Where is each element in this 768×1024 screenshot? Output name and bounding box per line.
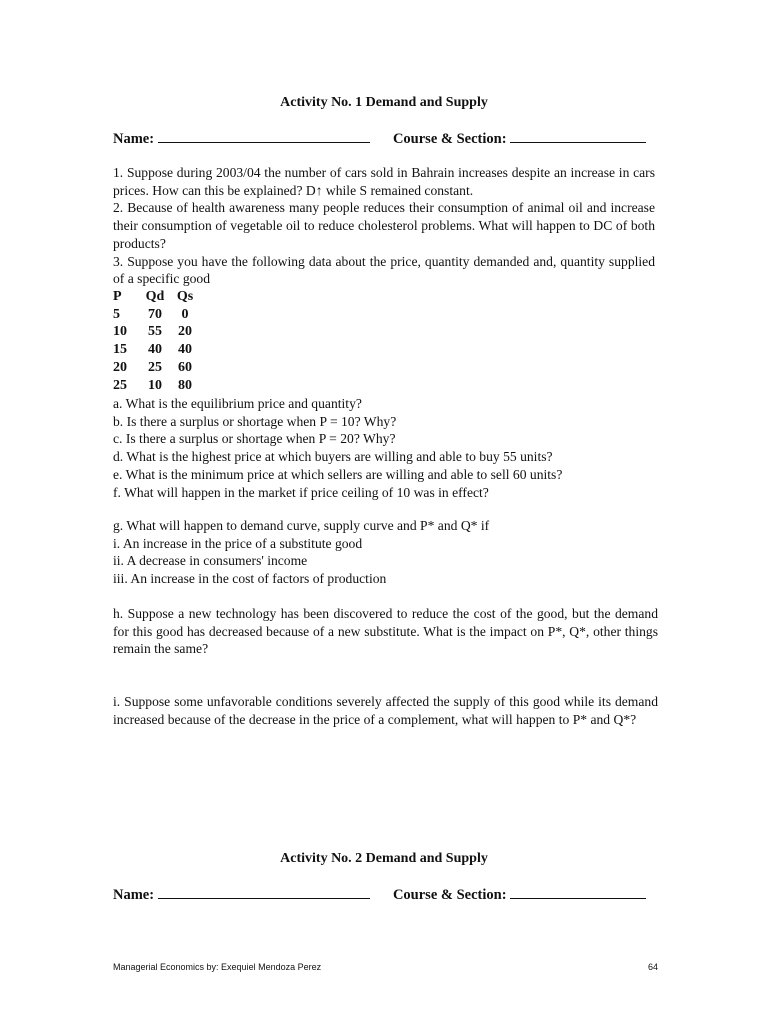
- table-cell: 70: [148, 306, 162, 322]
- activity-1-name-line: [113, 130, 646, 148]
- name-blank: [158, 886, 370, 899]
- table-cell: 10: [113, 324, 127, 340]
- question-e: e. What is the minimum price at which sellers are willing and able to sell 60 units?: [113, 466, 563, 482]
- sub-question-i: [113, 693, 658, 728]
- sub-questions-a-f: [113, 395, 658, 501]
- question-g-i: i. An increase in the price of a substitute good: [113, 535, 363, 551]
- activity-1-title: Activity No. 1 Demand and Supply: [280, 95, 488, 110]
- table-row: [113, 377, 201, 395]
- name-blank: [158, 130, 370, 143]
- name-label: Name:: [113, 131, 155, 147]
- table-cell: 25: [113, 377, 127, 393]
- table-cell: 5: [113, 306, 120, 322]
- question-3: 3. Suppose you have the following data about the price, quantity demanded and, quantity supplied of a specific good: [113, 253, 655, 287]
- name-label: Name:: [113, 887, 155, 903]
- table-cell: 40: [178, 342, 192, 358]
- question-g-ii: ii. A decrease in consumers' income: [113, 553, 308, 569]
- table-cell: 60: [178, 359, 192, 375]
- table-header-row: [113, 288, 201, 306]
- sub-question-h: [113, 605, 658, 658]
- question-i: i. Suppose some unfavorable conditions severely affected the supply of this good while its demand increased because of the decrease in the price of a complement, what will happen to P* and Q*?: [113, 694, 658, 727]
- section-label: Course & Section:: [392, 887, 507, 903]
- table-row: [113, 306, 201, 324]
- question-b: b. Is there a surplus or shortage when P = 10? Why?: [113, 413, 397, 429]
- question-a: a. What is the equilibrium price and quantity?: [113, 396, 362, 411]
- table-cell: 55: [148, 324, 162, 340]
- table-cell: 0: [181, 306, 189, 322]
- question-2: 2. Because of health awareness many people reduces their consumption of animal oil and increase their consumption of vegetable oil to reduce cholesterol problems. What will happen to DC of both products?: [113, 200, 655, 251]
- question-g-iii: iii. An increase in the cost of factors of production: [113, 571, 387, 587]
- table-header: P: [113, 289, 122, 304]
- table-cell: 20: [113, 359, 127, 375]
- table-cell: 10: [148, 377, 162, 393]
- question-d: d. What is the highest price at which buyers are willing and able to buy 55 units?: [113, 449, 553, 465]
- activity-2-name-line: [113, 886, 646, 904]
- table-row: [113, 341, 201, 359]
- question-1: 1. Suppose during 2003/04 the number of cars sold in Bahrain increases despite an increase in cars prices. How can this be explained? D↑ while S remained constant.: [113, 165, 655, 198]
- activity-2-title: Activity No. 2 Demand and Supply: [280, 851, 488, 866]
- question-h: h. Suppose a new technology has been discovered to reduce the cost of the good, but the demand for this good has decreased because of a new substitute. What is the impact on P*, Q*, other things remain the same?: [113, 606, 658, 657]
- section-label: Course & Section:: [392, 131, 507, 147]
- question-c: c. Is there a surplus or shortage when P = 20? Why?: [113, 431, 396, 447]
- sub-questions-g: [113, 517, 658, 588]
- table-row: [113, 323, 201, 341]
- section-blank: [510, 886, 646, 899]
- table-header: Qs: [176, 289, 194, 304]
- section-blank: [510, 130, 646, 143]
- table-cell: 15: [113, 342, 127, 358]
- question-g: g. What will happen to demand curve, supply curve and P* and Q* if: [113, 518, 490, 533]
- table-cell: 20: [178, 324, 192, 340]
- table-header: Qd: [145, 289, 165, 304]
- page-number: 64: [647, 962, 658, 972]
- table-cell: 80: [178, 377, 192, 393]
- footer-author: Managerial Economics by: Exequiel Mendoza Perez: [113, 962, 322, 972]
- question-f: f. What will happen in the market if price ceiling of 10 was in effect?: [113, 484, 489, 500]
- price-quantity-table: [113, 288, 201, 394]
- questions-intro: [113, 164, 655, 288]
- table-cell: 25: [148, 359, 162, 375]
- table-cell: 40: [148, 342, 162, 358]
- table-row: [113, 359, 201, 377]
- page-footer: [113, 962, 658, 972]
